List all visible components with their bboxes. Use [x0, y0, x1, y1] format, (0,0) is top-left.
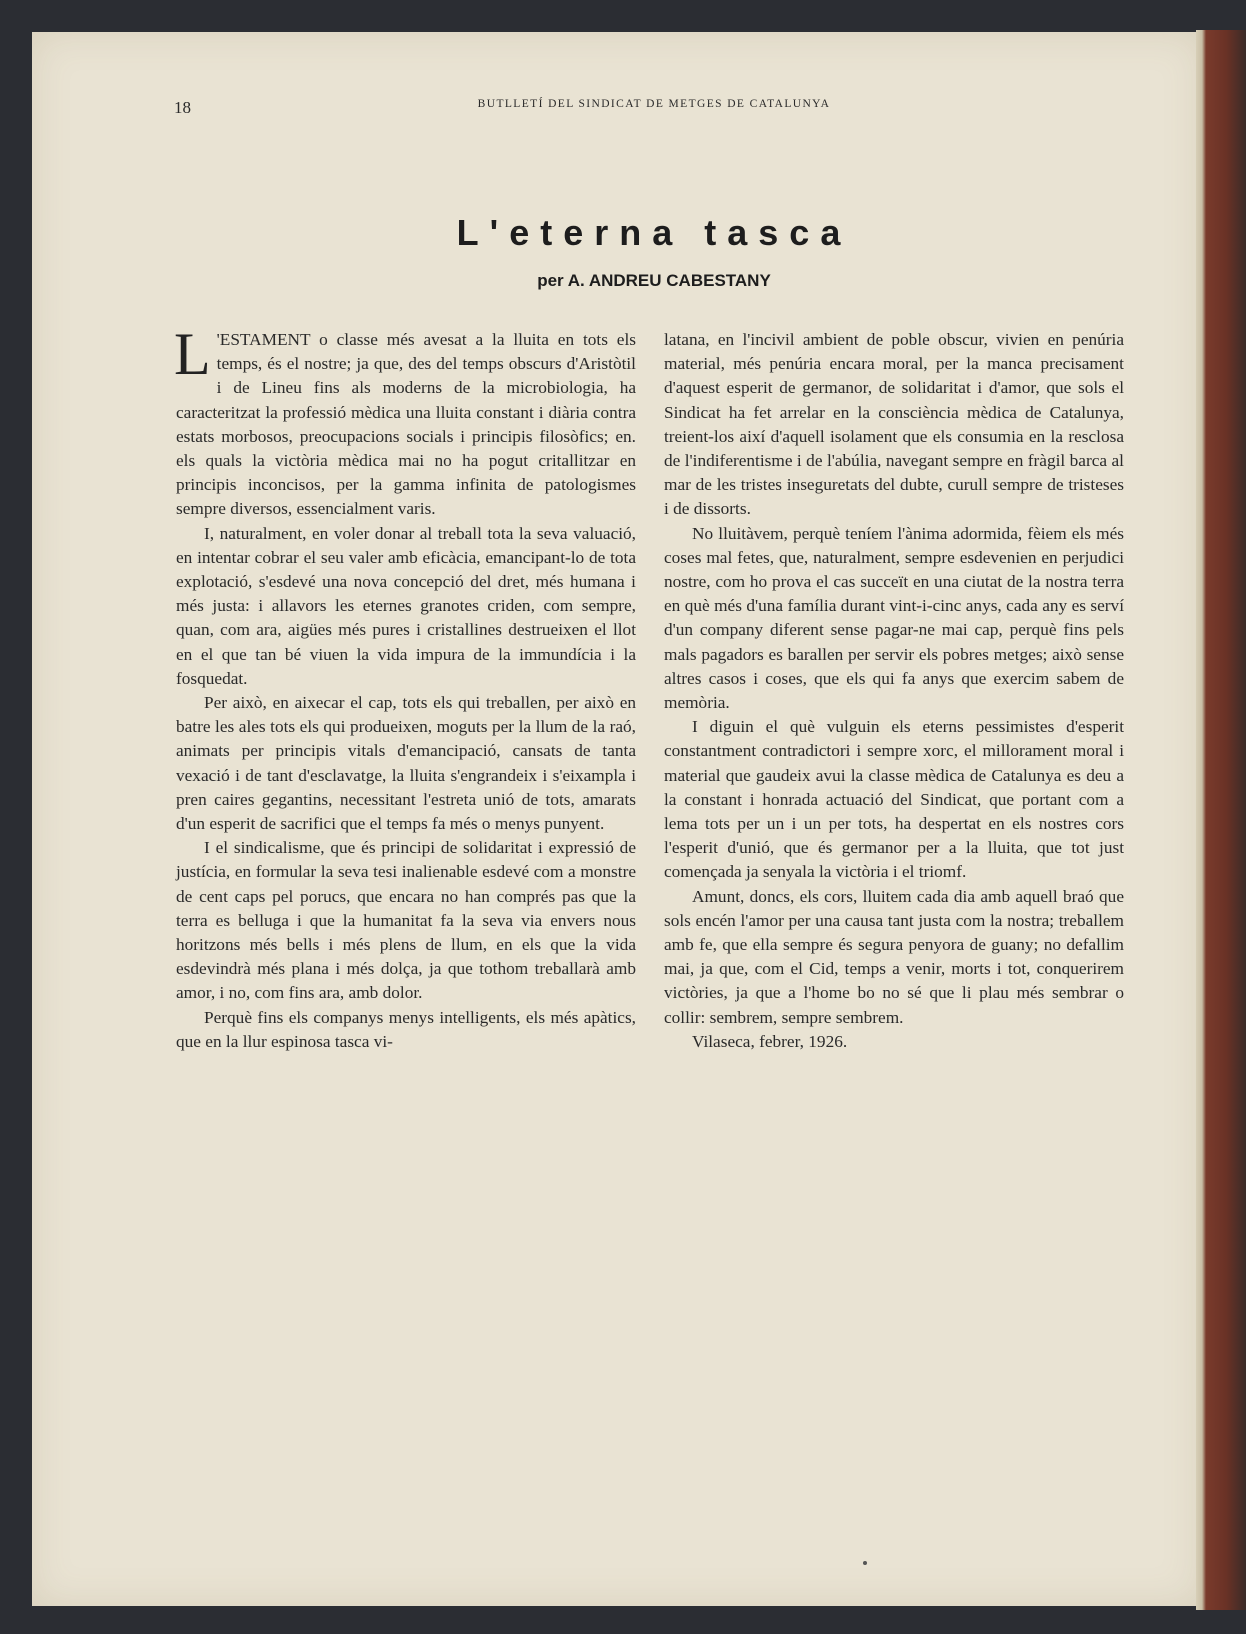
paragraph: Amunt, doncs, els cors, lluitem cada dia amb aquell braó que sols encén l'amor per una causa tant justa com la nostra; treballem amb fe, que ella sempre és segura penyora de guany; no defallim mai, ja que, com el Cid, temps a venir, morts i tot, conquerirem victòries, ja que a l'home bo no sé que li plau més sembrar o collir: sembrem, sempre sembrem.: [664, 886, 1124, 1027]
page-number: 18: [174, 98, 191, 117]
article-byline: per A. ANDREU CABESTANY: [537, 271, 771, 290]
signature-line: Vilaseca, febrer, 1926.: [692, 1031, 848, 1051]
left-column: [174, 321, 636, 1054]
paragraph: I, naturalment, en voler donar al treball tota la seva valuació, en intentar cobrar el seu valer amb eficàcia, emancipant-lo de tota explotació, s'esdevé una nova concepció del dret, més humana i més justa: i allavors les eternes granotes criden, com sempre, quan, com ara, aigües més pures i cristallines destrueixen el llot en el que tan bé viuen la vida impura de la immundícia i la fosquedat.: [176, 523, 636, 688]
article-title: L'eterna tasca: [456, 212, 852, 253]
paragraph: I el sindicalisme, que és principi de solidaritat i expressió de justícia, en formular la seva tesi inalienable esdevé com a monstre de cent caps pel porucs, que encara no han comprés pas que la terra es belluga i que la humanitat fa la seva via envers nous horitzons més bells i més plens de llum, en els que la vida esdevindrà més plana i més dolça, ja que tothom treballarà amb amor, i no, com fins ara, amb dolor.: [176, 838, 636, 1003]
book-spine-edge: [1196, 30, 1246, 1610]
drop-cap: L: [174, 321, 211, 387]
paragraph: latana, en l'incivil ambient de poble obscur, vivien en penúria material, més penúria encara moral, per la manca precisament d'aquest esperit de germanor, de solidaritat i d'amor, que sols el Sindicat ha fet arrelar en la consciència mèdica de Catalunya, treient-los així d'aquell isolament que els consumia en la resclosa de l'indiferentisme i de l'abúlia, navegant sempre en fràgil barca al mar de les tristes inseguretats del dubte, curull sempre de tristeses i de dissorts.: [664, 330, 1124, 519]
paragraph: No lluitàvem, perquè teníem l'ànima adormida, fèiem els més coses mal fetes, que, naturalment, sempre esdevenien en perjudici nostre, com ho prova el cas succeït en una ciutat de la nostra terra en què més d'una família durant vint-i-cinc anys, cada any es serví d'un company diferent sense pagar-ne mai cap, perquè fins pels mals pagadors es barallen per servir els pobres metges; això sense altres casos i coses, que els qui fa anys que exercim sabem de memòria.: [664, 523, 1124, 713]
right-column: [664, 328, 1124, 1054]
paragraph: I diguin el què vulguin els eterns pessimistes d'esperit constantment contradictori i sempre xorc, el millorament moral i material que gaudeix avui la classe mèdica de Catalunya es deu a la constant i honrada actuació del Sindicat, que portant com a lema tots per un i un per tots, ha despertat en els nostres cors l'esperit d'unió, que és germanor per a la lluita, que tot just començada ja senyala la victòria i el triomf.: [664, 717, 1124, 882]
running-head: BUTLLETÍ DEL SINDICAT DE METGES DE CATALUNYA: [477, 98, 831, 110]
paragraph: L 'ESTAMENT o classe més avesat a la lluita en tots els temps, és el nostre; ja que, des del temps obscurs d'Aristòtil i de Lineu fins als moderns de la microbiologia, ha caracteritzat la professió mèdica una lluita constant i diària contra estats morbosos, preocupacions socials i principis filosòfics; en. els quals la victòria mèdica mai no ha pogut critallitzar en principis inconcisos, per la gamma infinita de patologismes sempre diversos, essencialment varis.: [174, 321, 636, 519]
page-header: [174, 98, 1134, 122]
ink-dot: [863, 1561, 867, 1565]
paragraph: Per això, en aixecar el cap, tots els qui treballen, per això en batre les ales tots els qui produeixen, moguts per la llum de la raó, animats per principis vitals d'emancipació, cansats de tanta vexació i de tant d'esclavatge, la lluita s'engrandeix i s'eixampla i pren caires gegantins, necessitant l'estreta unió de tots, amarats d'un esperit de sacrifici que el temps fa més o menys punyent.: [176, 693, 636, 834]
paragraph: Perquè fins els companys menys intelligents, els més apàtics, que en la llur espinosa tasca vi-: [176, 1007, 636, 1051]
